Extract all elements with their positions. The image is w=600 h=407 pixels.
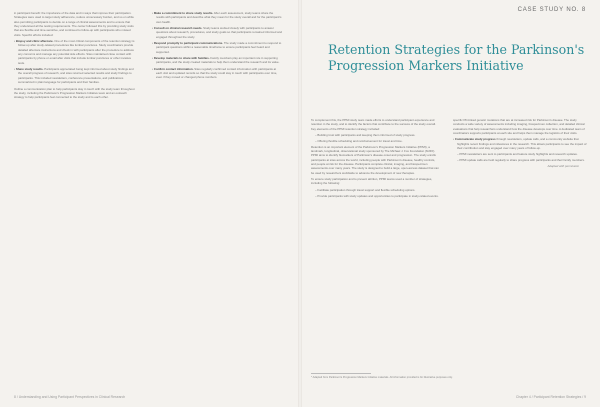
sub-bullet-text: Provide participants with study updates and opportunities to participate in study-related events. [317, 193, 439, 198]
sub-bullet-item [311, 194, 439, 198]
sub-bullet-text: Facilitate participation through travel support and flexible scheduling options. [317, 187, 416, 192]
sub-bullet-dash: – [315, 193, 318, 198]
left-page [0, 0, 299, 407]
sub-bullet-dash: – [315, 138, 318, 143]
bullet-dot: • [14, 39, 16, 44]
sub-bullet-dash: – [457, 158, 460, 163]
bullet-heading: Consult on clinical research needs. [153, 26, 203, 31]
caption: Adapted with permission [547, 164, 579, 169]
sub-bullet-dash: – [315, 133, 318, 138]
bullet-heading: Confirm contact information. [153, 66, 194, 71]
sub-bullet-item [311, 188, 439, 192]
bullet-dot: • [152, 26, 154, 31]
sub-bullet-item [453, 158, 587, 162]
bullet-dot: • [152, 66, 154, 71]
bullet-heading: Develop materials to share with families. [153, 56, 210, 61]
footnote-rule [311, 373, 371, 374]
bullet-item [14, 67, 136, 84]
right-page [301, 0, 600, 407]
bullet-item [453, 137, 587, 150]
bullet-item [152, 26, 282, 39]
bullet-text: Family members play an important role in supporting participants, and the study created materials to help them understand the research and its value. [156, 56, 280, 65]
footnote: * Adapted from Parkinson's Progression Markers Initiative materials. All information provided is for illustrative purposes only. [311, 376, 453, 379]
bullet-item [152, 41, 282, 54]
bullet-heading: Share study results. [15, 67, 44, 72]
sub-bullet-item [453, 152, 587, 156]
paragraph: Outline a communication plan to help participants stay in touch with the study team throughout the study, including the Parkinson's Progression Markers Initiative team and an outreach strategy to help participants feel connected to the study and to each other. [14, 86, 135, 100]
left-column-2 [152, 11, 282, 82]
bullet-item [152, 67, 282, 80]
sub-bullet-text: Building trust with participants and keeping them informed of study progress. [317, 133, 416, 138]
bullet-text: through newsletters, update calls, and a community website that highlights recent findings and milestones in the research. This allows participants to see the impact of their contribution and stay engaged over many years of follow-up. [457, 137, 587, 151]
bullet-item [152, 11, 282, 24]
paragraph: To complement this, the PPMI study team made efforts to understand participant experience and retention in the study, and to identify the factors that contribute to the success of the study overall. Key elements of the PPMI retention strategy included: [311, 118, 436, 131]
paragraph: Retention is an important element of the Parkinson's Progression Markers Initiative (PPMI), a landmark, longitudinal, observational study sponsored by The Michael J. Fox Foundation (MJFF). PPMI aims to identify biomarkers of Parkinson's disease onset and progression. The study enrolls participants at sites across the world, including people with Parkinson's disease, healthy controls, and people at risk for the disease. Participants complete clinical, imaging, and biospecimen assessments over many years. The study is designed to build a large, open-access dataset that can be used by researchers worldwide to advance the development of new therapies. [311, 144, 439, 175]
bullet-heading: Biopsy and clinic aftercare. [15, 39, 54, 44]
right-column-2 [453, 118, 587, 168]
bullet-item [14, 39, 136, 65]
sub-bullet-text: PPMI newsletters are sent to participants and feature study highlights and research updates. [459, 152, 578, 157]
bullet-dot: • [453, 137, 455, 142]
bullet-text: Study teams worked closely with participants to answer questions about research, procedures, and study goals so that participants remained informed and engaged throughout the study. [156, 26, 282, 39]
bullet-heading: Respond promptly to participant communications. [153, 41, 224, 46]
bullet-text: One of the most critical components of the retention strategy is follow-up after study-related procedures like lumbar punctures. Study coordinators provide detailed aftercare instructions and check in with participants after the procedure to address any concerns and manage any potential side effects. Sites maintained close contact with participants by phone or email after visits that include lumbar punctures or other invasive tests. [18, 39, 135, 65]
sub-bullet-dash: – [457, 152, 460, 157]
bullet-heading: Communicate study progress [454, 137, 496, 142]
bullet-text: The study made a commitment to respond to participant questions within a reasonable timeframe to ensure participants feel heard and supported. [156, 41, 282, 54]
sub-bullet-text: PPMI update calls are held regularly to share progress with participants and their family members. [459, 158, 585, 163]
paragraph: specific PD-linked genetic mutations that are at increased risk for Parkinson's disease. The study conducts a wide variety of assessments including imaging, biospecimen collection, and detailed clinical evaluations that help researchers understand how the disease develops over time. A dedicated team of coordinators supports participants at each site and helps them manage the logistics of their visits. [453, 118, 585, 136]
case-study-header: CASE STUDY NO. 8 [517, 7, 586, 13]
bullet-text: Participants appreciated being kept informed about study findings and the overall progress of research, and sites returned selected results and study findings to participants. This included newsletters, conference presentations, and publications summarized in plain language for participants and their families. [18, 67, 134, 85]
paragraph: in participant benefit: the importance of the data and in ways that improve their participation. Strategies were used to target study adherence, reduce unnecessary burden, and so on while also permitting participants to decide on a range of clinical assessments and to ensure that they understood all the testing requirements. The center followed this by providing study visits that are flexible and time-sensitive, and continued to follow-up with participants who missed visits. Specific efforts included: [14, 11, 134, 37]
bullet-dot: • [152, 56, 154, 61]
left-column-1 [14, 11, 136, 102]
right-column-1 [311, 118, 439, 200]
sub-bullet-text: Offering flexible scheduling and reimbursement for travel and time. [317, 138, 403, 143]
sub-bullet-item [311, 133, 439, 137]
paragraph: To ensure study participation and to prevent attrition, PPMI teams used a number of strategies, including the following: [311, 177, 433, 186]
sub-bullet-dash: – [315, 187, 318, 192]
page-title: Retention Strategies for the Parkinson's Progression Markers Initiative [328, 42, 585, 73]
bullet-heading: Make a commitment to share study results. [153, 11, 214, 15]
left-page-footer: 8 / Understanding and Using Participant Perspectives in Clinical Research [14, 395, 126, 399]
sub-bullet-item [311, 139, 439, 143]
right-page-footer: Chapter 4 / Participant Retention Strategies / 9 [515, 395, 586, 399]
bullet-dot: • [152, 11, 154, 15]
bullet-text: After each assessment, study teams share the results with participants and describe what they mean for the study overall and for the participant's own health. [156, 11, 282, 24]
bullet-text: Sites regularly confirmed contact information with participants at each visit and updated records so that the study could stay in touch with participants over time, even if they moved or changed phone numbers. [156, 66, 278, 80]
bullet-item [152, 56, 282, 65]
bullet-dot: • [152, 41, 154, 46]
bullet-dot: • [14, 67, 16, 72]
